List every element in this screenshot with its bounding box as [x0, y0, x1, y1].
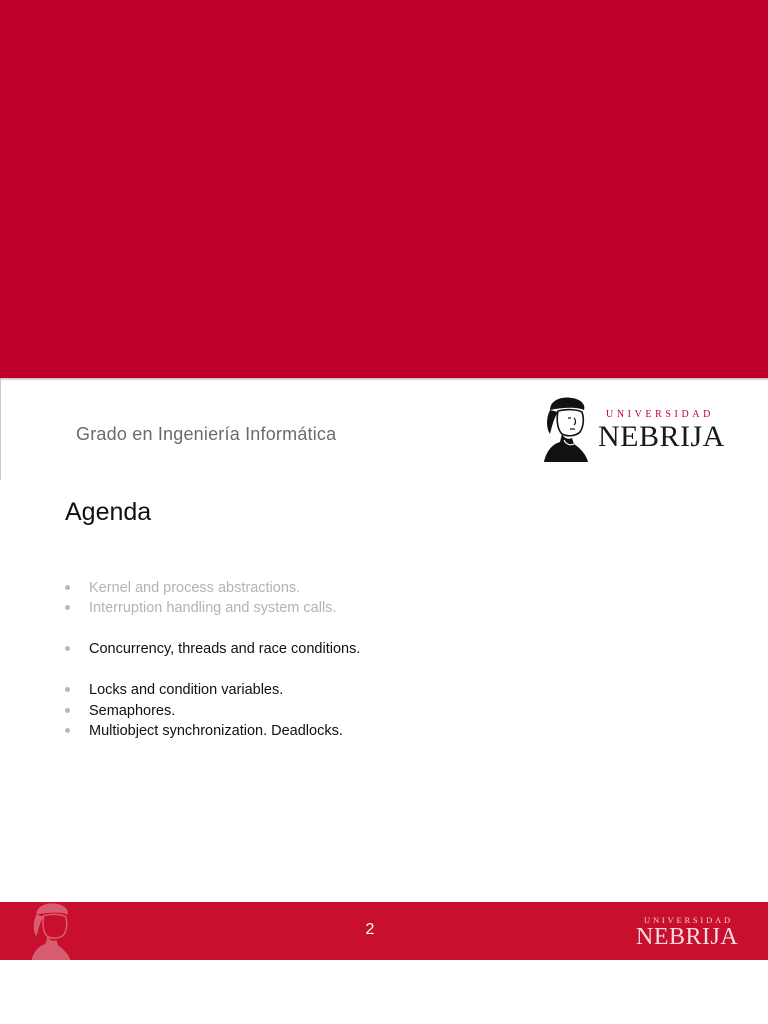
bullet-icon: [65, 605, 70, 610]
footer-logo-universidad: UNIVERSIDAD: [644, 915, 733, 925]
slide-footer: [0, 902, 768, 960]
cover-red-band: [0, 0, 768, 378]
nebrija-bust-icon: [542, 396, 590, 462]
logo-name: NEBRIJA: [598, 420, 725, 453]
page-number: 2: [365, 921, 375, 938]
agenda-item-label: Interruption handling and system calls.: [89, 600, 337, 616]
logo-universidad: UNIVERSIDAD: [606, 409, 714, 420]
footer-logo-name: NEBRIJA: [636, 924, 739, 950]
bullet-icon: [65, 708, 70, 713]
agenda-item-label: Multiobject synchronization. Deadlocks.: [89, 723, 343, 739]
agenda-item-label: Locks and condition variables.: [89, 682, 284, 698]
bullet-icon: [65, 646, 70, 651]
nebrija-logo: [540, 396, 740, 464]
agenda-item-label: Kernel and process abstractions.: [89, 580, 301, 596]
agenda-item-label: Semaphores.: [89, 703, 176, 719]
bullet-icon: [65, 687, 70, 692]
agenda-title: Agenda: [65, 498, 152, 526]
bullet-icon: [65, 728, 70, 733]
agenda-item-label: Concurrency, threads and race conditions.: [89, 641, 361, 657]
cover-divider: [0, 378, 768, 381]
bullet-icon: [65, 585, 70, 590]
degree-title: Grado en Ingeniería Informática: [76, 424, 337, 444]
